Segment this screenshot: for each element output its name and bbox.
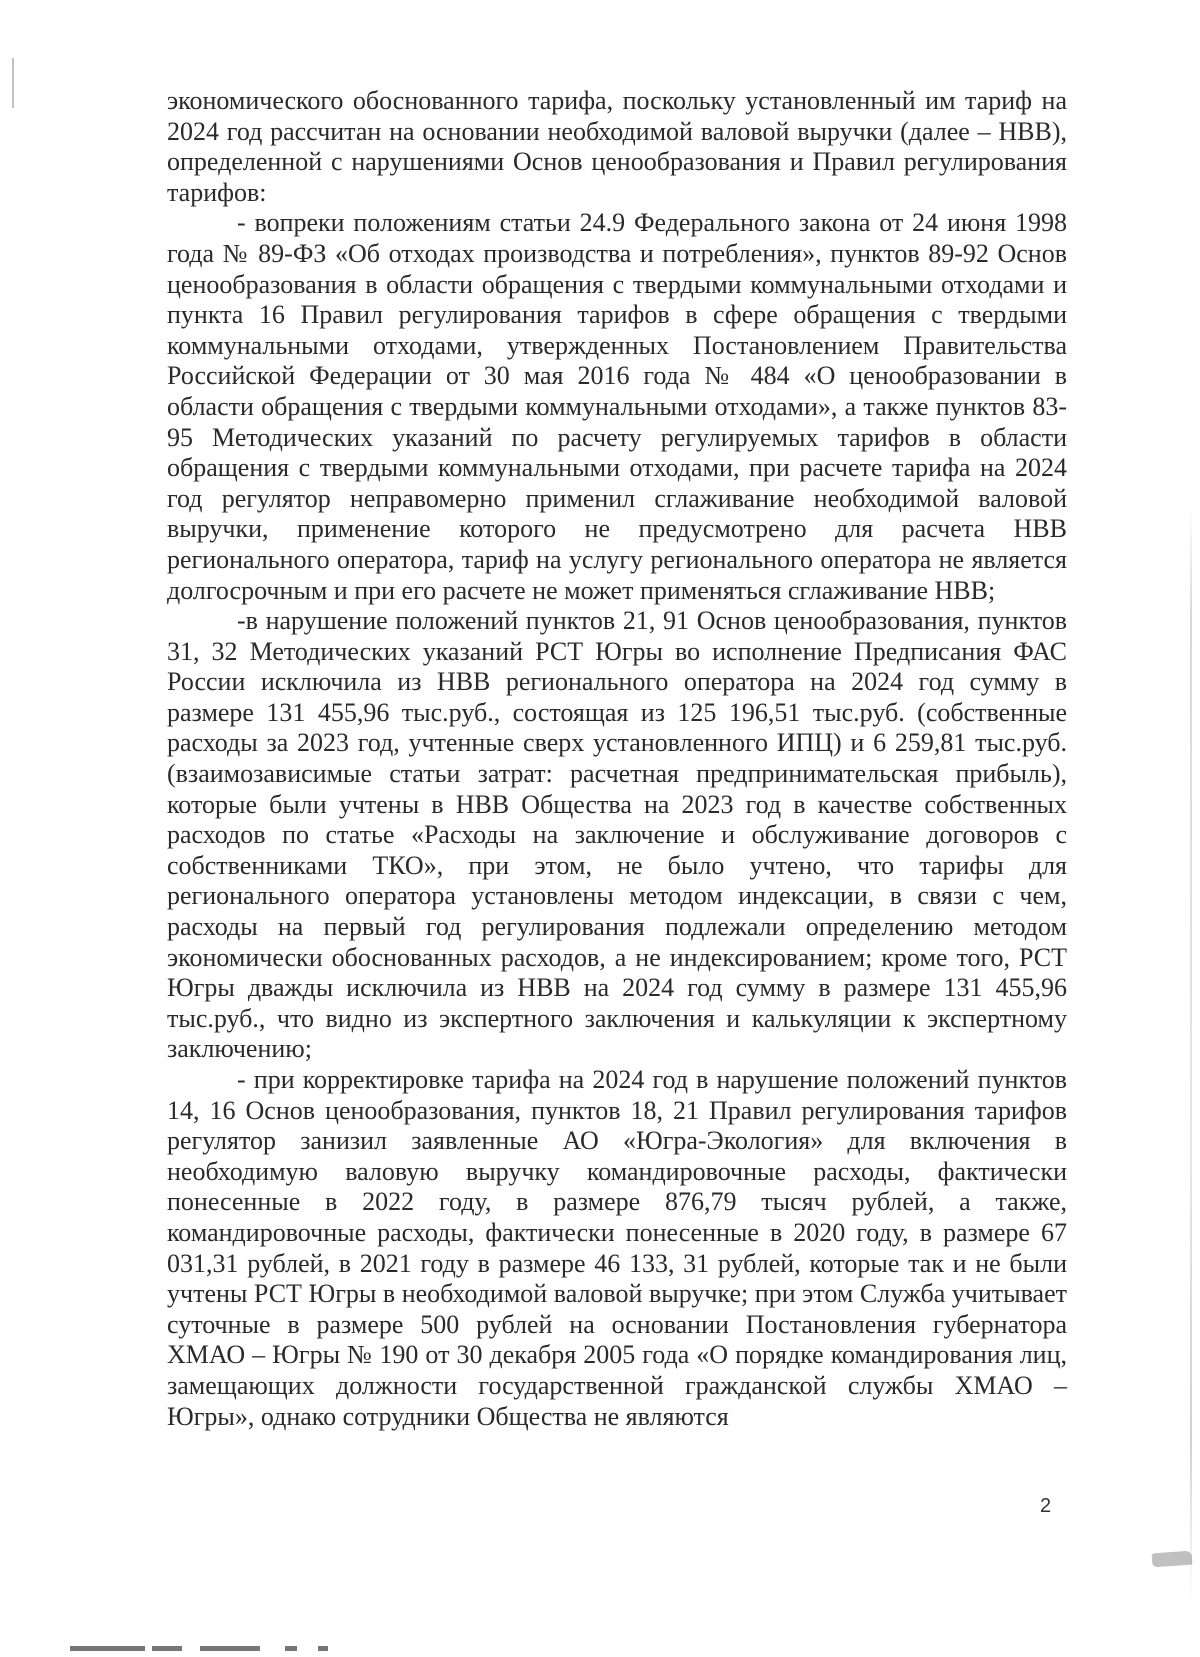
paragraph-exclusion-violation: -в нарушение положений пунктов 21, 91 Основ ценообразования, пунктов 31, 32 Методических указаний РСТ Югры во исполнение Предписания ФАС России исключила из НВВ регионального оператора на 2024 год сумму в размере 131 455,96 тыс.руб., состоящая из 125 196,51 тыс.руб. (собственные расходы за 2023 год, учтенные сверх установленного ИПЦ) и 6 259,81 тыс.руб. (взаимозависимые статьи затрат: расчетная предпринимательская прибыль), которые были учтены в НВВ Общества на 2023 год в качестве собственных расходов по статье «Расходы на заключение и обслуживание договоров с собственниками ТКО», при этом, не было учтено, что тарифы для регионального оператора установлены методом индексации, в связи с чем, расходы на первый год регулирования подлежали определению методом экономически обоснованных расходов, а не индексированием; кроме того, РСТ Югры дважды исключила из НВВ на 2024 год сумму в размере 131 455,96 тыс.руб., что видно из экспертного заключения и калькуляции к экспертному заключению; (167, 606, 1067, 1064)
scan-artifact-bottom-bar (152, 1646, 182, 1651)
scan-artifact-left-edge (12, 58, 14, 108)
scan-artifact-right-edge (1190, 505, 1192, 1605)
paragraph-smoothing-violation: - вопреки положениям статьи 24.9 Федерального закона от 24 июня 1998 года № 89-ФЗ «Об отходах производства и потребления», пунктов 89-92 Основ ценообразования в области обращения с твердыми коммунальными отходами и пункта 16 Правил регулирования тарифов в сфере обращения с твердыми коммунальными отходами, утвержденных Постановлением Правительства Российской Федерации от 30 мая 2016 года № 484 «О ценообразовании в области обращения с твердыми коммунальными отходами», а также пунктов 83-95 Методических указаний по расчету регулируемых тарифов в области обращения с твердыми коммунальными отходами, при расчете тарифа на 2024 год регулятор неправомерно применил сглаживание необходимой валовой выручки, применение которого не предусмотрено для расчета НВВ регионального оператора, тариф на услугу регионального оператора не является долгосрочным и при его расчете не может применяться сглаживание НВВ; (167, 208, 1067, 605)
body-text (167, 86, 1067, 1432)
scan-artifact-bottom-bar (200, 1646, 260, 1651)
scan-artifact-bottom-bar (70, 1646, 145, 1651)
paragraph-travel-expenses: - при корректировке тарифа на 2024 год в нарушение положений пунктов 14, 16 Основ ценообразования, пунктов 18, 21 Правил регулирования тарифов регулятор занизил заявленные АО «Югра-Экология» для включения в необходимую валовую выручку командировочные расходы, фактически понесенные в 2022 году, в размере 876,79 тысяч рублей, а также, командировочные расходы, фактически понесенные в 2020 году, в размере 67 031,31 рублей, в 2021 году в размере 46 133, 31 рублей, которые так и не были учтены РСТ Югры в необходимой валовой выручке; при этом Служба учитывает суточные в размере 500 рублей на основании Постановления губернатора ХМАО – Югры № 190 от 30 декабря 2005 года «О порядке командирования лиц, замещающих должности государственной гражданской службы ХМАО – Югры», однако сотрудники Общества не являются (167, 1065, 1067, 1431)
scan-artifact-bottom-bar (318, 1646, 328, 1651)
paragraph-continuation: экономического обоснованного тарифа, поскольку установленный им тариф на 2024 год рассчитан на основании необходимой валовой выручки (далее – НВВ), определенной с нарушениями Основ ценообразования и Правил регулирования тарифов: (167, 86, 1067, 207)
scan-artifact-blot (1152, 1551, 1193, 1568)
page-number: 2 (1040, 1495, 1052, 1517)
scan-artifact-bottom-bar (285, 1646, 297, 1651)
